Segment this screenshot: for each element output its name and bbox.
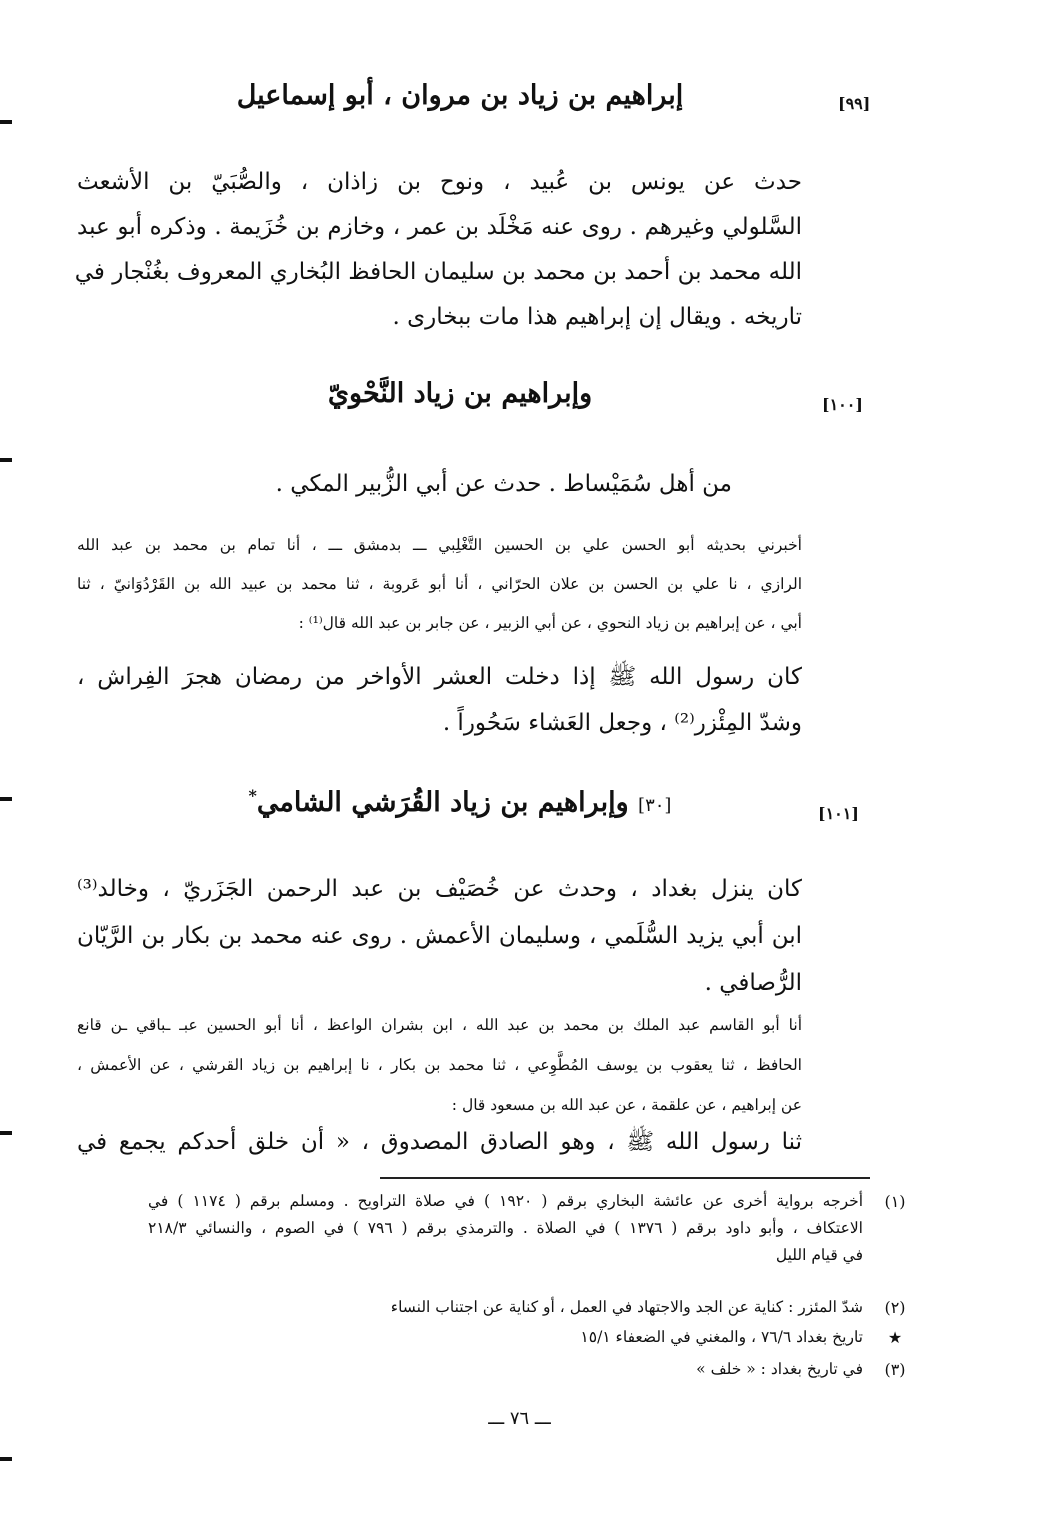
scan-margin-mark: [0, 797, 12, 801]
entry-intro: [132, 462, 732, 506]
text-line: السَّلولي وغيرهم . روى عنه مَخْلَد بن عمر ، وخازم بن خُزَيمة . وذكره أبو عبد: [77, 214, 802, 240]
text-line: الرازي ، نا علي بن الحسن بن علان الحرّاني ، أنا أبو عَروبة ، ثنا محمد بن عبيد الله بن القَرْدُوَانيّ ، ثنا: [77, 575, 802, 593]
source-reference: [٣٠]: [638, 795, 672, 816]
entry-text: [77, 866, 802, 1007]
entry-text: [74, 160, 802, 340]
text-line: حدث عن يونس بن عُبيد ، ونوح بن زاذان ، والصُّبَيّ بن الأشعث: [77, 169, 802, 195]
footnote-marker: ★: [887, 1328, 903, 1347]
entry-heading: إبراهيم بن زياد بن مروان ، أبو إسماعيل: [236, 80, 684, 111]
footnote-star: *: [248, 786, 257, 805]
entry-heading: [200, 786, 720, 818]
entry-number: [٩٩]: [838, 94, 871, 113]
footnote: [148, 1294, 906, 1321]
hadith-text: [77, 1120, 802, 1164]
text-line: أبي ، عن إبراهيم بن زياد النحوي ، عن أبي الزبير ، عن جابر بن عبد الله قال⁽¹⁾ :: [298, 614, 802, 632]
text-line: الرُّصافي .: [704, 970, 802, 996]
entry-number: [١٠١]: [818, 804, 859, 823]
text-line: تاريخه . ويقال إن إبراهيم هذا مات ببخارى .: [392, 304, 802, 330]
page-number: ـــ ٧٦ ـــ: [488, 1408, 551, 1429]
entry-heading-text: وإبراهيم بن زياد القُرَشي الشامي: [256, 787, 629, 818]
text-line: أنا أبو القاسم عبد الملك بن محمد بن عبد الله ، ابن بشران الواعظ ، أنا أبو الحسين عبـ ـباقي ـن قانع: [77, 1016, 802, 1034]
scan-margin-mark: [0, 458, 12, 462]
text-line: أخبرني بحديثه أبو الحسن علي بن الحسين التَّغْلِبي ـــ بدمشق ـــ ، أنا تمام بن محمد بن عبد الله: [77, 536, 802, 554]
text-line: من أهل سُمَيْساط . حدث عن أبي الزُّبير المكي .: [275, 471, 732, 497]
scan-margin-mark: [0, 120, 12, 124]
footnote-marker: (١): [884, 1192, 906, 1211]
entry-heading: وإبراهيم بن زياد النَّحْويّ: [327, 378, 593, 409]
footnote-line: في تاريخ بغداد : « خلف »: [696, 1360, 863, 1378]
footnote-marker: (٣): [884, 1360, 906, 1379]
text-line: ثنا رسول الله ﷺ ، وهو الصادق المصدوق ، « أن خلق أحدكم يجمع في: [77, 1129, 802, 1155]
isnad-chain: [77, 526, 802, 643]
footnote-separator: [380, 1177, 870, 1179]
hadith-text: [77, 654, 802, 746]
text-line: ابن أبي يزيد السُّلَمي ، وسليمان الأعمش . روى عنه محمد بن بكار بن الرَّيّان: [77, 923, 802, 949]
isnad-chain: [77, 1005, 802, 1125]
footnote: [148, 1324, 903, 1351]
text-line: كان رسول الله ﷺ إذا دخلت العشر الأواخر من رمضان هجرَ الفِراش ،: [77, 664, 802, 690]
footnote-line: في قيام الليل: [775, 1246, 863, 1264]
footnote-line: شدّ المئزر : كناية عن الجد والاجتهاد في العمل ، أو كناية عن اجتناب النساء: [390, 1298, 863, 1316]
text-line: وشدّ المِئْزر⁽²⁾ ، وجعل العَشاء سَحُوراً .: [442, 710, 802, 736]
text-line: الحافظ ، ثنا يعقوب بن يوسف المُطَّوِعي ، ثنا محمد بن بكار ، نا إبراهيم بن زياد القرشي ، عن الأعمش ،: [77, 1056, 802, 1074]
footnote-line: أخرجه برواية أخرى عن عائشة البخاري برقم ( ١٩٢٠ ) في صلاة التراويح . ومسلم برقم ( ١١٧٤ ) في: [148, 1192, 864, 1210]
text-line: الله محمد بن أحمد بن محمد بن سليمان الحافظ البُخاري المعروف بغُنْجار في: [74, 259, 802, 285]
text-line: عن إبراهيم ، عن علقمة ، عن عبد الله بن مسعود قال :: [451, 1096, 802, 1114]
footnote: [148, 1188, 906, 1269]
text-line: كان ينزل بغداد ، وحدث عن خُصَيْف بن عبد الرحمن الجَزَريّ ، وخالد⁽³⁾: [77, 876, 802, 902]
entry-number: [١٠٠]: [822, 395, 863, 414]
footnote-line: تاريخ بغداد ٧٦/٦ ، والمغني في الضعفاء ١٥/١: [580, 1328, 863, 1346]
scan-margin-mark: [0, 1457, 12, 1461]
footnote-line: الاعتكاف ، وأبو داود برقم ( ١٣٧٦ ) في الصلاة . والترمذي برقم ( ٧٩٦ ) في الصوم ، والنسائي ٢١٨/٣: [148, 1219, 863, 1237]
scan-margin-mark: [0, 1131, 12, 1135]
footnote-marker: (٢): [884, 1298, 906, 1317]
footnote: [148, 1356, 906, 1383]
